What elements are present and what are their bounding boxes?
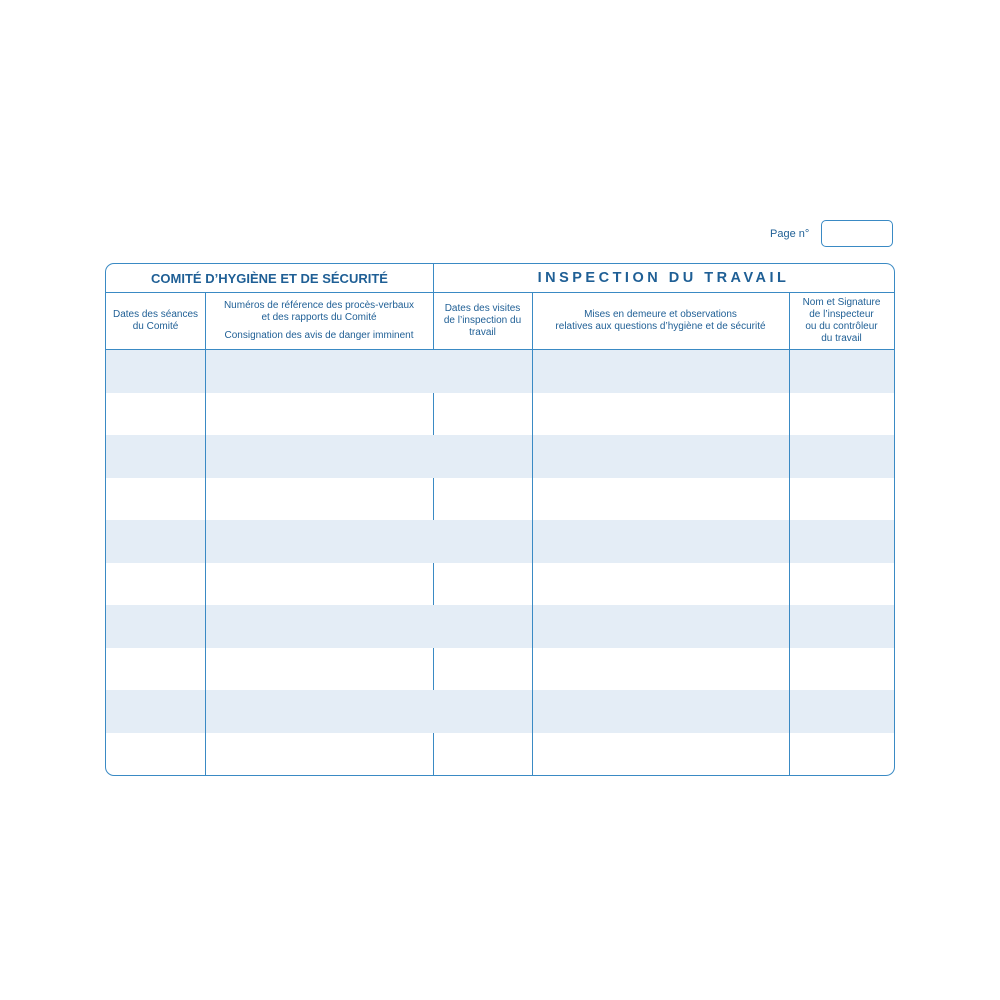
table-cell[interactable]: [532, 648, 789, 691]
table-cell[interactable]: [205, 435, 433, 478]
column-header-2: [205, 293, 433, 349]
column-divider: [532, 293, 533, 776]
table-cell[interactable]: [205, 733, 433, 776]
page-number-label: Page n°: [770, 228, 810, 240]
table-cell[interactable]: [433, 563, 532, 606]
section-title-comite: COMITÉ D’HYGIÈNE ET DE SÉCURITÉ: [151, 270, 388, 286]
column-header-line: et des rapports du Comité: [261, 312, 377, 323]
column-header-text: [113, 309, 198, 333]
table-cell[interactable]: [789, 435, 894, 478]
table-row: [106, 563, 894, 606]
column-header-line: Numéros de référence des procès-verbaux: [223, 300, 415, 311]
table-cell[interactable]: [789, 648, 894, 691]
column-divider: [789, 293, 790, 776]
table-cell[interactable]: [789, 350, 894, 393]
page-number-box[interactable]: [821, 220, 893, 247]
table-cell[interactable]: [789, 563, 894, 606]
table-cell[interactable]: [106, 563, 205, 606]
table-cell[interactable]: [789, 733, 894, 776]
table-cell[interactable]: [789, 690, 894, 733]
table-row: [106, 393, 894, 436]
table-cell[interactable]: [106, 435, 205, 478]
table-cell[interactable]: [532, 520, 789, 563]
table-cell[interactable]: [433, 733, 532, 776]
column-header-text: [803, 297, 881, 345]
table-cell[interactable]: [532, 435, 789, 478]
column-header-1: [106, 293, 205, 349]
table-row: [106, 435, 894, 478]
table-cell[interactable]: [532, 733, 789, 776]
table-cell[interactable]: [433, 690, 532, 733]
table-cell[interactable]: [532, 563, 789, 606]
table-row: [106, 733, 894, 776]
column-header-line: Dates des visites: [444, 303, 521, 314]
column-header-5: [789, 293, 894, 349]
table-row: [106, 605, 894, 648]
table-cell[interactable]: [205, 478, 433, 521]
column-divider: [205, 293, 206, 776]
column-header-line: Dates des séances: [112, 309, 199, 320]
table-cell[interactable]: [106, 690, 205, 733]
table-cell[interactable]: [205, 605, 433, 648]
register-table: [105, 263, 895, 776]
page-number-field: [760, 220, 895, 250]
table-cell[interactable]: [106, 733, 205, 776]
table-cell[interactable]: [205, 393, 433, 436]
table-cell[interactable]: [106, 350, 205, 393]
table-cell[interactable]: [106, 393, 205, 436]
column-header-3: [433, 293, 532, 349]
table-row: [106, 520, 894, 563]
column-header-subtitle: Consignation des avis de danger imminent: [224, 330, 414, 341]
column-header-line: de l’inspection du: [443, 315, 522, 326]
table-cell[interactable]: [433, 435, 532, 478]
table-cell[interactable]: [205, 520, 433, 563]
column-header-text: [444, 303, 521, 339]
table-cell[interactable]: [789, 393, 894, 436]
table-cell[interactable]: [205, 690, 433, 733]
table-cell[interactable]: [789, 520, 894, 563]
table-cell[interactable]: [433, 393, 532, 436]
column-header-line: Nom et Signature: [802, 297, 881, 308]
table-cell[interactable]: [532, 605, 789, 648]
section-title-inspection: INSPECTION DU TRAVAIL: [537, 270, 790, 286]
table-cell[interactable]: [532, 393, 789, 436]
table-row: [106, 690, 894, 733]
table-cell[interactable]: [205, 563, 433, 606]
column-header-line: du travail: [821, 333, 862, 344]
table-cell[interactable]: [789, 478, 894, 521]
table-cell[interactable]: [205, 350, 433, 393]
table-cell[interactable]: [433, 350, 532, 393]
column-header-line: travail: [469, 327, 496, 338]
table-cell[interactable]: [433, 605, 532, 648]
table-row: [106, 350, 894, 393]
table-cell[interactable]: [433, 478, 532, 521]
table-cell[interactable]: [789, 605, 894, 648]
table-cell[interactable]: [106, 478, 205, 521]
column-header-line: du Comité: [132, 321, 179, 332]
table-cell[interactable]: [205, 648, 433, 691]
table-row: [106, 478, 894, 521]
table-cell[interactable]: [532, 690, 789, 733]
table-cell[interactable]: [106, 605, 205, 648]
column-header-line: relatives aux questions d’hygiène et de sécurité: [555, 321, 766, 332]
column-header-line: de l’inspecteur: [809, 309, 874, 320]
table-cell[interactable]: [532, 350, 789, 393]
column-header-line: ou du contrôleur: [805, 321, 878, 332]
column-header-line: Mises en demeure et observations: [584, 309, 737, 320]
table-cell[interactable]: [106, 520, 205, 563]
table-cell[interactable]: [532, 478, 789, 521]
column-header-text: [224, 300, 414, 324]
table-cell[interactable]: [106, 648, 205, 691]
column-header-4: [532, 293, 789, 349]
table-cell[interactable]: [433, 520, 532, 563]
column-header-text: [555, 309, 765, 333]
table-cell[interactable]: [433, 648, 532, 691]
table-row: [106, 648, 894, 691]
